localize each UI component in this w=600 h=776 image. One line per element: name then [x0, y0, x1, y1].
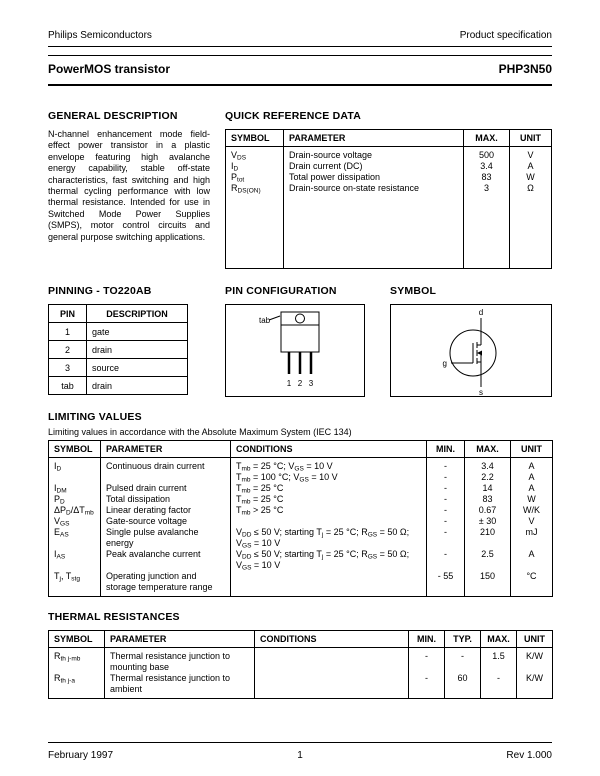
- table-line: K/W: [526, 673, 543, 683]
- table-line: -: [425, 673, 428, 683]
- pinning-section: [48, 285, 210, 397]
- table-line: A: [528, 472, 535, 482]
- table-line: Drain-source voltage: [289, 150, 373, 160]
- table-line: [432, 560, 459, 571]
- table-line: -: [444, 549, 447, 559]
- thermal-resistances-section: [48, 611, 552, 699]
- pin-header-description: DESCRIPTION: [87, 305, 188, 323]
- table-line: Ω: [527, 183, 534, 193]
- table-line: $V_{DD} \le 50$ V; starting $T_j = 25$ °C; $R_{GS} = 50$ Ω;: [236, 549, 410, 561]
- table-line: [470, 560, 505, 571]
- table-line: $T_{mb} = 25$ °C; $V_{GS} = 10$ V: [236, 461, 333, 473]
- pin-header-row: [49, 305, 188, 323]
- pinning-table: [48, 304, 188, 395]
- table-line: 3.4: [481, 461, 494, 471]
- mosfet-symbol-lines: [450, 318, 496, 387]
- general-description-section: [48, 110, 210, 269]
- tab-label: tab: [259, 316, 271, 325]
- table-line: A: [528, 549, 535, 559]
- table-line: $P_D$: [54, 494, 65, 506]
- table-line: [236, 582, 421, 593]
- footer-page-number: 1: [297, 750, 303, 761]
- table-line: 83: [481, 172, 492, 182]
- table-line: $R_{DS(ON)}$: [231, 183, 261, 195]
- table-line: Thermal resistance junction to: [110, 651, 231, 661]
- pin-2-label: 2: [297, 379, 303, 388]
- table-line: [516, 582, 547, 593]
- lv-col-parameter: [101, 458, 231, 597]
- table-line: 60: [457, 673, 468, 683]
- qr-col-symbol: [226, 147, 284, 269]
- table-line: mounting base: [110, 662, 170, 672]
- symbol-section: [390, 285, 552, 397]
- table-line: [522, 662, 547, 673]
- table-line: Operating junction and: [106, 571, 197, 581]
- th-col-typ: [445, 648, 481, 699]
- lv-header-conditions: CONDITIONS: [231, 441, 427, 458]
- table-line: Peak avalanche current: [106, 549, 201, 559]
- drain-label: d: [478, 308, 484, 317]
- tab-pointer-line: [269, 316, 280, 320]
- lv-body-row: [49, 458, 553, 597]
- table-line: W: [526, 172, 535, 182]
- table-line: K/W: [526, 651, 543, 661]
- table-line: Linear derating factor: [106, 505, 192, 515]
- table-line: [260, 684, 403, 695]
- mosfet-symbol-drawing: [391, 305, 551, 396]
- table-line: -: [461, 651, 464, 661]
- table-line: V: [527, 150, 534, 160]
- table-line: W: [527, 494, 536, 504]
- table-line: $I_{DM}$: [54, 483, 67, 495]
- pin-row: [49, 341, 188, 359]
- thermal-resistances-table: [48, 630, 553, 699]
- table-line: A: [528, 461, 535, 471]
- table-line: 0.67: [478, 505, 497, 515]
- quick-reference-table: [225, 129, 552, 269]
- table-line: -: [497, 673, 500, 683]
- table-line: 3.4: [480, 161, 493, 171]
- lv-header-parameter: PARAMETER: [101, 441, 231, 458]
- table-line: Pulsed drain current: [106, 483, 187, 493]
- table-line: -: [425, 651, 428, 661]
- to220-package-drawing: [226, 305, 364, 396]
- top-columns: [48, 110, 552, 269]
- table-line: $I_D$: [54, 461, 62, 473]
- table-line: -: [444, 483, 447, 493]
- table-line: [516, 560, 547, 571]
- table-line: V: [528, 516, 535, 526]
- limiting-values-table: [48, 440, 553, 597]
- table-line: [54, 560, 95, 571]
- table-line: [414, 662, 439, 673]
- pin-description: source: [87, 359, 188, 377]
- publisher-name: Philips Semiconductors: [48, 30, 152, 41]
- table-line: [54, 662, 99, 673]
- table-line: $E_{AS}$: [54, 527, 69, 539]
- pin-configuration-section: [225, 285, 365, 397]
- limiting-values-heading: LIMITING VALUES: [48, 411, 142, 423]
- table-line: Continuous drain current: [106, 461, 205, 471]
- table-line: [414, 684, 439, 695]
- pin-number: tab: [49, 377, 87, 395]
- table-line: [450, 684, 475, 695]
- table-line: 14: [482, 483, 493, 493]
- package-body: [281, 325, 319, 352]
- table-line: 210: [479, 527, 496, 537]
- table-line: -: [444, 527, 447, 537]
- th-col-max: [481, 648, 517, 699]
- document-footer: [48, 742, 552, 761]
- table-line: - 55: [437, 571, 454, 581]
- pin-configuration-box: [225, 304, 365, 397]
- table-line: $T_{mb} = 100$ °C; $V_{GS} = 10$ V: [236, 472, 338, 484]
- table-line: $V_{GS}$: [54, 516, 70, 528]
- qr-col-max: [464, 147, 510, 269]
- general-description-text: N-channel enhancement mode field-effect power transistor in a plastic envelope featuring high avalanche energy capability, stable off-state characteristics, fast switching and high thermal cycling performance with low thermal resistance. Intended for use in Switched Mode Power Supplies (SMPS), motor control circuits and general purpose switching applications.: [48, 129, 210, 242]
- qr-header-max: MAX.: [464, 130, 510, 147]
- footer-revision: Rev 1.000: [506, 750, 552, 761]
- table-line: Total dissipation: [106, 494, 171, 504]
- th-header-max: MAX.: [481, 631, 517, 648]
- part-number: PHP3N50: [498, 62, 552, 76]
- table-line: $T_{mb} = 25$ °C: [236, 483, 284, 495]
- table-line: [106, 472, 225, 483]
- table-line: $P_{tot}$: [231, 172, 245, 184]
- table-line: 3: [483, 183, 489, 193]
- table-line: ± 30: [478, 516, 497, 526]
- table-line: [236, 516, 421, 527]
- table-line: [54, 538, 95, 549]
- table-line: mJ: [525, 527, 538, 537]
- table-line: [236, 571, 421, 582]
- lv-header-min: MIN.: [427, 441, 465, 458]
- table-line: [54, 684, 99, 695]
- table-line: [470, 582, 505, 593]
- table-line: Total power dissipation: [289, 172, 381, 182]
- table-line: [260, 673, 403, 684]
- pin-number: 2: [49, 341, 87, 359]
- table-line: [54, 582, 95, 593]
- symbol-heading: SYMBOL: [390, 285, 437, 297]
- table-line: [260, 651, 403, 662]
- pin-description: gate: [87, 323, 188, 341]
- qr-header-parameter: PARAMETER: [284, 130, 464, 147]
- th-col-parameter: [105, 648, 255, 699]
- lv-col-min: [427, 458, 465, 597]
- table-line: Single pulse avalanche: [106, 527, 199, 537]
- table-line: Drain current (DC): [289, 161, 363, 171]
- table-line: -: [444, 494, 447, 504]
- table-line: 83: [482, 494, 493, 504]
- lv-col-symbol: [49, 458, 101, 597]
- table-line: [486, 662, 511, 673]
- table-line: $V_{GS} = 10$ V: [236, 560, 281, 572]
- qr-header-row: [226, 130, 552, 147]
- th-header-conditions: CONDITIONS: [255, 631, 409, 648]
- table-line: 2.2: [481, 472, 494, 482]
- table-line: W/K: [523, 505, 540, 515]
- pin-description: drain: [87, 341, 188, 359]
- table-line: -: [444, 472, 447, 482]
- table-line: energy: [106, 538, 134, 548]
- quick-reference-section: [225, 110, 552, 269]
- lv-header-max: MAX.: [465, 441, 511, 458]
- table-line: [470, 538, 505, 549]
- pin-number: 3: [49, 359, 87, 377]
- th-col-symbol: [49, 648, 105, 699]
- source-label: s: [479, 388, 483, 396]
- table-line: [450, 662, 475, 673]
- pin-3-label: 3: [308, 379, 314, 388]
- qr-body-row: [226, 147, 552, 269]
- table-line: °C: [526, 571, 537, 581]
- table-line: $V_{GS} = 10$ V: [236, 538, 281, 550]
- th-header-symbol: SYMBOL: [49, 631, 105, 648]
- table-line: $V_{DS}$: [231, 150, 247, 162]
- table-line: $T_{mb} > 25$ °C: [236, 505, 284, 517]
- pin-1-label: 1: [286, 379, 292, 388]
- package-outline: [269, 312, 319, 374]
- table-line: $\Delta P_D/\Delta T_{mb}$: [54, 505, 94, 517]
- symbol-box: [390, 304, 552, 397]
- pin-number: 1: [49, 323, 87, 341]
- table-line: 150: [479, 571, 496, 581]
- th-header-typ: TYP.: [445, 631, 481, 648]
- general-description-heading: GENERAL DESCRIPTION: [48, 110, 178, 122]
- table-line: 2.5: [481, 549, 494, 559]
- pinning-heading: PINNING - TO220AB: [48, 285, 152, 297]
- product-family-title: PowerMOS transistor: [48, 62, 171, 76]
- pin-configuration-heading: PIN CONFIGURATION: [225, 285, 337, 297]
- gate-label: g: [442, 359, 447, 368]
- table-line: -: [444, 516, 447, 526]
- table-line: A: [528, 483, 535, 493]
- table-line: $R_{th j-mb}$: [54, 651, 81, 663]
- qr-header-symbol: SYMBOL: [226, 130, 284, 147]
- table-line: $T_j$, $T_{stg}$: [54, 571, 80, 583]
- lv-header-unit: UNIT: [511, 441, 553, 458]
- th-header-parameter: PARAMETER: [105, 631, 255, 648]
- thermal-resistances-heading: THERMAL RESISTANCES: [48, 611, 180, 623]
- table-line: -: [444, 461, 447, 471]
- table-line: 500: [478, 150, 495, 160]
- lv-header-row: [49, 441, 553, 458]
- title-bar: [48, 55, 552, 86]
- mounting-hole-icon: [296, 314, 305, 323]
- table-line: $I_D$: [231, 161, 239, 173]
- th-col-conditions: [255, 648, 409, 699]
- qr-col-unit: [510, 147, 552, 269]
- table-line: $T_{mb} = 25$ °C: [236, 494, 284, 506]
- th-col-unit: [517, 648, 553, 699]
- lv-col-max: [465, 458, 511, 597]
- table-line: A: [527, 161, 534, 171]
- table-line: [522, 684, 547, 695]
- limiting-values-section: [48, 411, 552, 597]
- table-line: Thermal resistance junction to: [110, 673, 231, 683]
- table-line: [432, 582, 459, 593]
- pin-header-pin: PIN: [49, 305, 87, 323]
- table-line: ambient: [110, 684, 143, 694]
- qr-header-unit: UNIT: [510, 130, 552, 147]
- lv-col-conditions: [231, 458, 427, 597]
- substrate-arrow-icon: [477, 351, 482, 356]
- table-line: [260, 662, 403, 673]
- th-col-min: [409, 648, 445, 699]
- table-line: $R_{th j-a}$: [54, 673, 75, 685]
- table-line: -: [444, 505, 447, 515]
- lv-col-unit: [511, 458, 553, 597]
- pin-row: [49, 377, 188, 395]
- th-header-min: MIN.: [409, 631, 445, 648]
- limiting-values-subtitle: Limiting values in accordance with the Absolute Maximum System (IEC 134): [48, 427, 352, 437]
- th-header-row: [49, 631, 553, 648]
- table-line: Gate-source voltage: [106, 516, 188, 526]
- quick-reference-heading: QUICK REFERENCE DATA: [225, 110, 362, 122]
- package-columns: [48, 285, 552, 397]
- spec-type-label: Product specification: [459, 30, 552, 41]
- table-line: storage temperature range: [106, 582, 213, 592]
- table-line: [486, 684, 511, 695]
- table-line: [106, 560, 225, 571]
- table-line: [54, 472, 95, 483]
- table-line: 1.5: [492, 651, 505, 661]
- footer-date: February 1997: [48, 750, 114, 761]
- th-body-row: [49, 648, 553, 699]
- lv-header-symbol: SYMBOL: [49, 441, 101, 458]
- table-line: $V_{DD} \le 50$ V; starting $T_j = 25$ °C; $R_{GS} = 50$ Ω;: [236, 527, 410, 539]
- table-line: [516, 538, 547, 549]
- document-header: [48, 30, 552, 47]
- table-line: $I_{AS}$: [54, 549, 66, 561]
- pin-row: [49, 323, 188, 341]
- pin-description: drain: [87, 377, 188, 395]
- table-line: Drain-source on-state resistance: [289, 183, 420, 193]
- pin-row: [49, 359, 188, 377]
- qr-col-parameter: [284, 147, 464, 269]
- table-line: [432, 538, 459, 549]
- th-header-unit: UNIT: [517, 631, 553, 648]
